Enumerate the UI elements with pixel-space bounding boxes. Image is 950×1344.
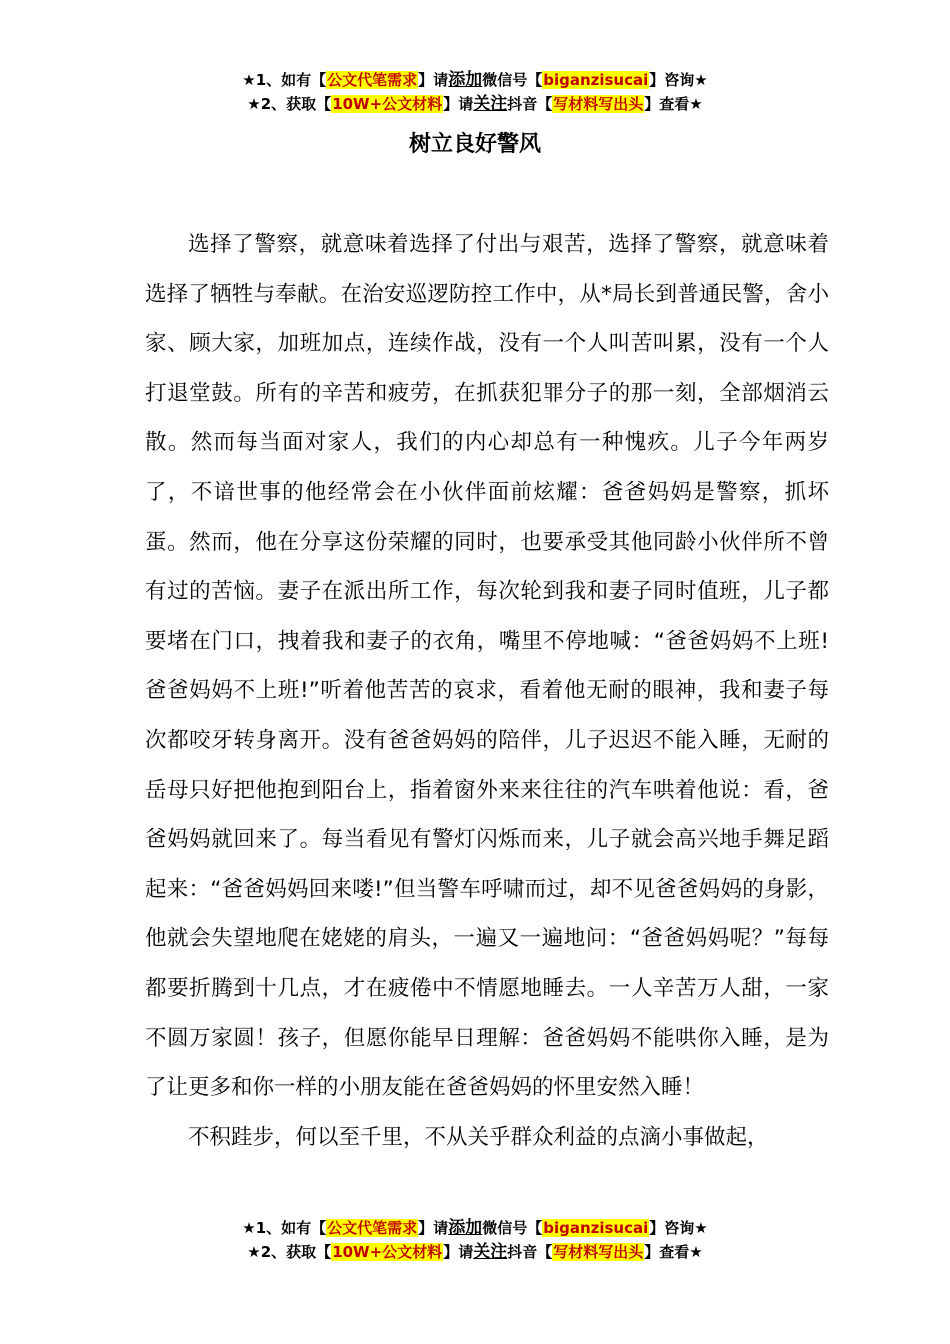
banner-line-2: ★2、获取【10W+公文材料】请关注抖音【写材料写出头】查看★ [247,94,703,114]
banner-line-1: ★1、如有【公文代笔需求】请添加微信号【biganzisucai】咨询★ [242,1218,708,1238]
document-title: 树立良好警风 [408,132,541,157]
star-icon: ★ [242,1219,256,1237]
star-icon: ★ [247,1243,261,1261]
paragraph: 选择了警察，就意味着选择了付出与艰苦，选择了警察，就意味着选择了牺牲与奉献。在治安巡逻防控工作中，从*局长到普通民警，舍小家、顾大家，加班加点，连续作战，没有一个人叫苦叫累，没有一个人打退堂鼓。所有的辛苦和疲劳，在抓获犯罪分子的那一刻，全部烟消云散。然而每当面对家人，我们的内心却总有一种愧疚。儿子今年两岁了，不谙世事的他经常会在小伙伴面前炫耀：爸爸妈妈是警察，抓坏蛋。然而，他在分享这份荣耀的同时，也要承受其他同龄小伙伴所不曾有过的苦恼。妻子在派出所工作，每次轮到我和妻子同时值班，儿子都要堵在门口，拽着我和妻子的衣角，嘴里不停地喊：“爸爸妈妈不上班!爸爸妈妈不上班!”听着他苦苦的哀求，看着他无耐的眼神，我和妻子每次都咬牙转身离开。没有爸爸妈妈的陪伴，儿子迟迟不能入睡，无耐的岳母只好把他抱到阳台上，指着窗外来来往往的汽车哄着他说：看，爸爸妈妈就回来了。每当看见有警灯闪烁而来，儿子就会高兴地手舞足蹈起来：“爸爸妈妈回来喽!”但当警车呼啸而过，却不见爸爸妈妈的身影，他就会失望地爬在姥姥的肩头，一遍又一遍地问：“爸爸妈妈呢？”每每都要折腾到十几点，才在疲倦中不情愿地睡去。一人辛苦万人甜，一家不圆万家圆！孩子，但愿你能早日理解：爸爸妈妈不能哄你入睡，是为了让更多和你一样的小朋友能在爸爸妈妈的怀里安然入睡！ [145,232,829,1101]
highlight-wechat-id: biganzisucai [543,71,649,89]
star-icon: ★ [694,1219,708,1237]
footer-banner [0,1216,950,1264]
highlight-service: 公文代笔需求 [327,71,418,89]
highlight-douyin-account: 写材料写出头 [553,95,644,113]
paragraph: 不积跬步，何以至千里，不从关乎群众利益的点滴小事做起， [188,1124,769,1150]
banner-line-2: ★2、获取【10W+公文材料】请关注抖音【写材料写出头】查看★ [247,1242,703,1262]
header-banner [0,68,950,116]
emphasis-add: 添加 [448,70,483,90]
document-body [145,220,829,1162]
emphasis-follow: 关注 [473,94,508,114]
highlight-douyin-account: 写材料写出头 [553,1243,644,1261]
star-icon: ★ [242,71,256,89]
banner-line-1: ★1、如有【公文代笔需求】请添加微信号【biganzisucai】咨询★ [242,70,708,90]
star-icon: ★ [694,71,708,89]
highlight-wechat-id: biganzisucai [543,1219,649,1237]
highlight-materials: 10W+公文材料 [332,1243,443,1261]
highlight-service: 公文代笔需求 [327,1219,418,1237]
star-icon: ★ [689,95,703,113]
emphasis-follow: 关注 [473,1242,508,1262]
highlight-materials: 10W+公文材料 [332,95,443,113]
star-icon: ★ [689,1243,703,1261]
star-icon: ★ [247,95,261,113]
emphasis-add: 添加 [448,1218,483,1238]
